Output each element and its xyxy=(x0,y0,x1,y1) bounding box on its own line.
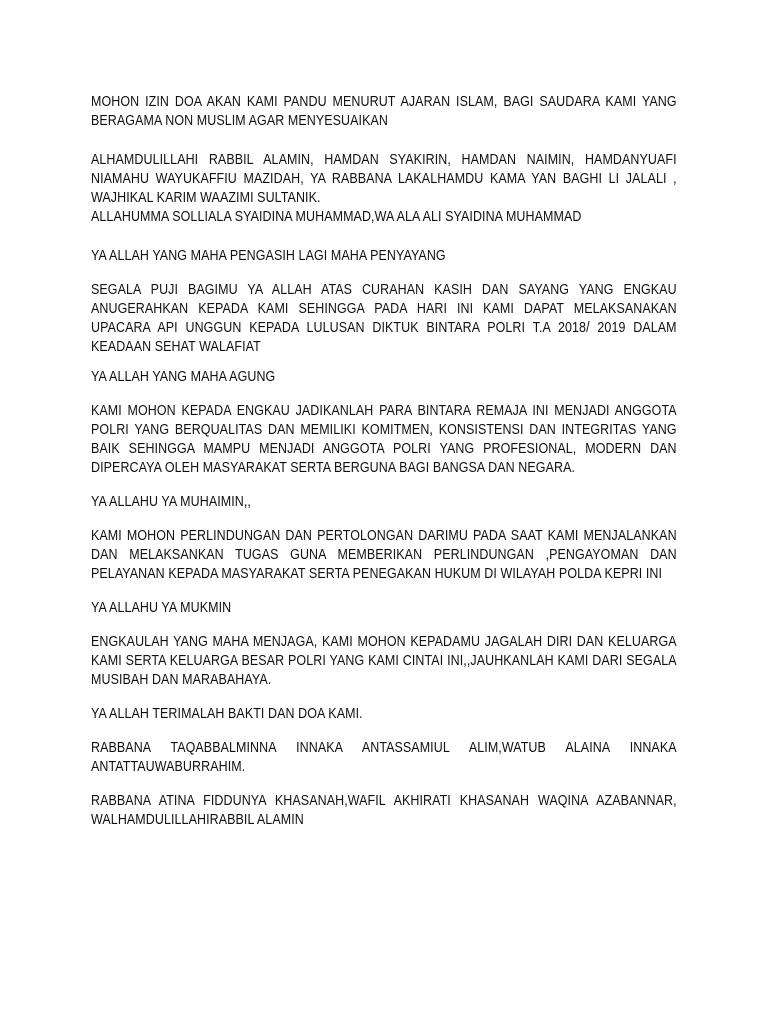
paragraph-alhamdulillah: ALHAMDULILLAHI RABBIL ALAMIN, HAMDAN SYAKIRIN, HAMDAN NAIMIN, HAMDANYUAFI NIAMAHU WAYUKAFFIU MAZIDAH, YA RABBANA LAKALHAMDU KAMA YAN BAGHI LI JALALI , WAJHIKAL KARIM WAAZIMI SULTANIK. xyxy=(91,152,677,206)
paragraph-bintara-remaja: KAMI MOHON KEPADA ENGKAU JADIKANLAH PARA BINTARA REMAJA INI MENJADI ANGGOTA POLRI YANG BERQUALITAS DAN MEMILIKI KOMITMEN, KONSISTENSI DAN INTEGRITAS YANG BAIK SEHINGGA MAMPU MENJADI ANGGOTA POLRI YANG PROFESIONAL, MODERN DAN DIPERCAYA OLEH MASYARAKAT SERTA BERGUNA BAGI BANGSA DAN NEGARA. xyxy=(91,403,677,476)
paragraph-maha-menjaga: ENGKAULAH YANG MAHA MENJAGA, KAMI MOHON KEPADAMU JAGALAH DIRI DAN KELUARGA KAMI SERTA KELUARGA BESAR POLRI YANG KAMI CINTAI INI,,JAUHKANLAH KAMI DARI SEGALA MUSIBAH DAN MARABAHAYA. xyxy=(91,634,677,688)
paragraph-rabbana-taqabbal: RABBANA TAQABBALMINNA INNAKA ANTASSAMIUL ALIM,WATUB ALAINA INNAKA ANTATTAUWABURRAHIM. xyxy=(91,740,677,775)
paragraph-segala-puji: SEGALA PUJI BAGIMU YA ALLAH ATAS CURAHAN KASIH DAN SAYANG YANG ENGKAU ANUGERAHKAN KEPADA KAMI SEHINGGA PADA HARI INI KAMI DAPAT MELAKSANAKAN UPACARA API UNGGUN KEPADA LULUSAN DIKTUK BINTARA POLRI T.A 2018/ 2019 DALAM KEADAAN SEHAT WALAFIAT xyxy=(91,282,677,355)
paragraph-sholawat: ALLAHUMMA SOLLIALA SYAIDINA MUHAMMAD,WA ALA ALI SYAIDINA MUHAMMAD xyxy=(91,209,582,225)
heading-maha-agung: YA ALLAH YANG MAHA AGUNG xyxy=(91,369,276,385)
paragraph-perlindungan: KAMI MOHON PERLINDUNGAN DAN PERTOLONGAN DARIMU PADA SAAT KAMI MENJALANKAN DAN MELAKSANKAN TUGAS GUNA MEMBERIKAN PERLINDUNGAN ,PENGAYOMAN DAN PELAYANAN KEPADA MASYARAKAT SERTA PENEGAKAN HUKUM DI WILAYAH POLDA KEPRI INI xyxy=(91,528,677,582)
document-body xyxy=(91,93,677,830)
heading-mukmin: YA ALLAHU YA MUKMIN xyxy=(91,600,232,616)
heading-maha-pengasih: YA ALLAH YANG MAHA PENGASIH LAGI MAHA PENYAYANG xyxy=(91,248,446,264)
paragraph-intro: MOHON IZIN DOA AKAN KAMI PANDU MENURUT AJARAN ISLAM, BAGI SAUDARA KAMI YANG BERAGAMA NON MUSLIM AGAR MENYESUAIKAN xyxy=(91,94,677,129)
heading-muhaimin: YA ALLAHU YA MUHAIMIN,, xyxy=(91,494,251,510)
paragraph-rabbana-atina: RABBANA ATINA FIDDUNYA KHASANAH,WAFIL AKHIRATI KHASANAH WAQINA AZABANNAR, WALHAMDULILLAHIRABBIL ALAMIN xyxy=(91,793,677,828)
heading-terimalah-bakti: YA ALLAH TERIMALAH BAKTI DAN DOA KAMI. xyxy=(91,706,363,722)
